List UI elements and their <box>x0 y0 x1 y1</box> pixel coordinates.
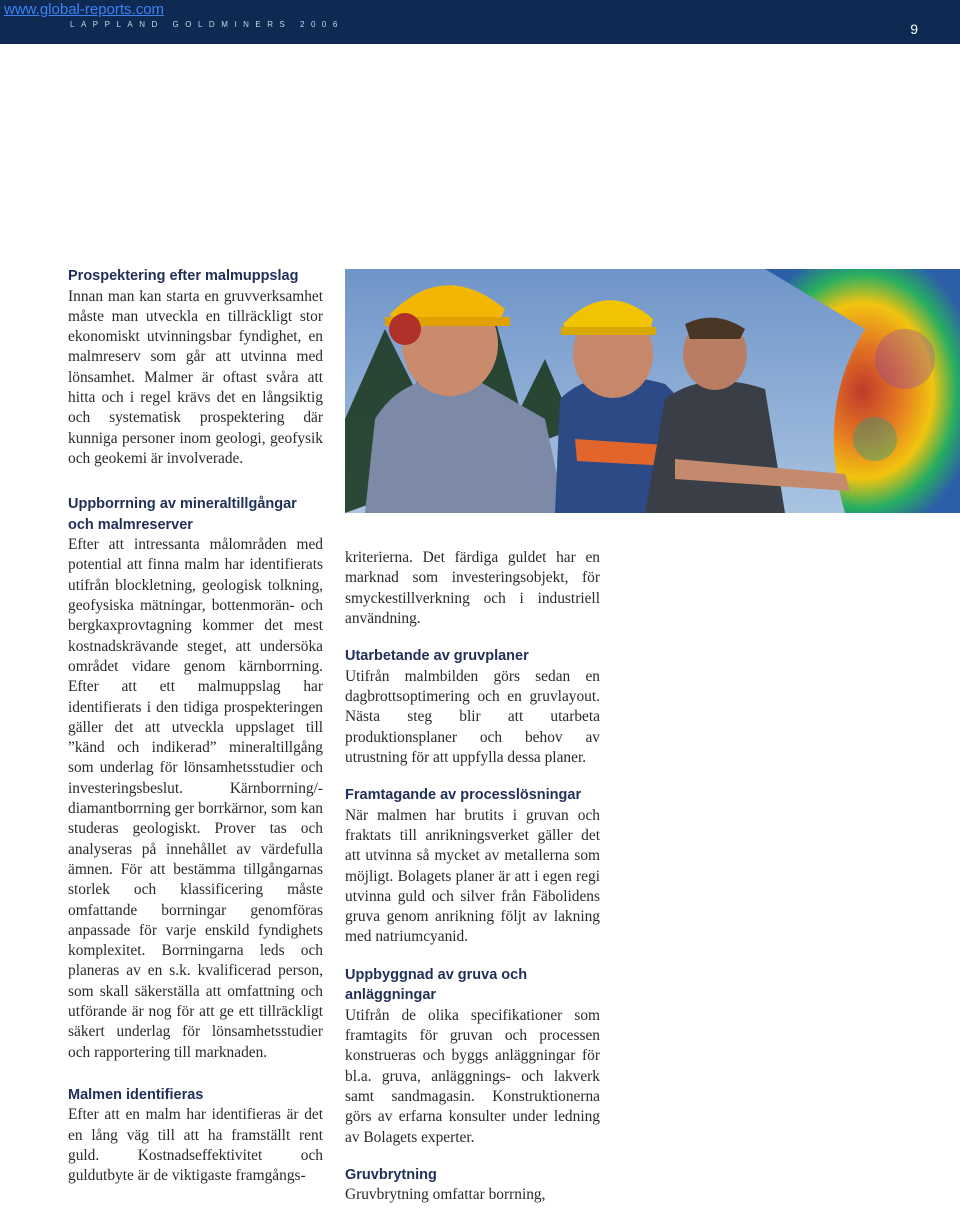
watermark-link[interactable]: www.global-reports.com <box>4 1 165 18</box>
brand-running-head: LAPPLAND GOLDMINERS 2006 <box>70 20 344 29</box>
section-body: När malmen har brutits i gruvan och fraktats till anrikningsverket gäller det att utvinna så mycket av metallerna som möjligt. Bolagets planer är att i egen regi utvinna guld och silver från Fäbolidens gruva genom anrikning följt av lakning med natriumcyanid. <box>345 806 600 946</box>
section-title: Malmen identifieras <box>68 1086 204 1103</box>
section-mine-plans <box>345 646 600 768</box>
section-title: Uppbyggnad av gruva och anläggningar <box>345 966 528 1004</box>
page-number: 9 <box>910 21 918 37</box>
workers-photo <box>345 269 960 513</box>
section-process <box>345 785 600 948</box>
section-body: Gruvbrytning omfattar borrning, <box>345 1186 546 1204</box>
section-title: Utarbetande av gruvplaner <box>345 648 529 665</box>
section-body: Efter att en malm har identifieras är det en lång väg till att ha framställt rent guld. Kostnadseffektivitet och guldutbyte är de viktigaste framgångs- <box>68 1106 323 1185</box>
section-prospecting <box>68 266 323 469</box>
section-drilling <box>68 494 323 1063</box>
section-title: Uppborrning av mineraltillgångar och malmreserver <box>68 496 297 533</box>
section-title: Gruvbrytning <box>345 1166 437 1183</box>
section-mining <box>345 1165 600 1206</box>
section-title: Framtagande av processlösningar <box>345 787 582 804</box>
photo-illustration <box>345 269 960 513</box>
section-body: Innan man kan starta en gruvverksamhet måste man utveckla en tillräckligt stor ekonomiskt utvinningsbar fyndighet, en malmreserv som går att utvinna med lönsamhet. Malmer är oftast svåra att hitta och i regel krävs det en långsiktig och systematisk prospektering där kunniga personer inom geologi, geofysik och geokemi är involverade. <box>68 287 323 467</box>
right-column <box>345 548 600 1223</box>
section-title: Prospektering efter malmuppslag <box>68 268 299 284</box>
section-ore-identified <box>68 1085 323 1187</box>
header-bar <box>0 0 960 44</box>
section-body: Efter att intressanta målområden med potential att finna malm har identifierats utifrån blockletning, geologisk tolkning, geofysiska mätningar, bottenmorän- och bergkaxprovtagning kommer det mest kostnadskrävande steget, att undersöka området vidare genom kärnborrning. Efter att ett malmuppslag har identifierats i den tidiga prospekteringen gäller det att utveckla uppslaget till ”känd och indikerad” mineraltillgång som underlag för lönsamhetsstudier och investeringsbeslut. Kärnborrning/-diamantborrning ger borrkärnor, som kan studeras geologiskt. Prover tas och analyseras på innehållet av värdefulla ämnen. För att bestämma tillgångarnas storlek och klassificering måste omfattande borrningar genomföras anpassade för varje enskild fyndighets komplexitet. Borrningarna leds och planeras av en s.k. kvalificerad person, som skall säkerställa att omfattning och utförande är nog för att ge ett tillräckligt säkert underlag för lönsamhetsstudier och rapportering till marknaden. <box>68 536 323 1061</box>
section-construction <box>345 965 600 1148</box>
section-body: Utifrån malmbilden görs sedan en dagbrottsoptimering och en gruvlayout. Nästa steg blir att utarbeta produktionsplaner och behov av utrustning för att uppfylla dessa planer. <box>345 667 600 766</box>
section-body: kriterierna. Det färdiga guldet har en marknad som investeringsobjekt, för smyckestillverkning och i industriell användning. <box>345 549 600 627</box>
section-ore-identified-cont <box>345 548 600 629</box>
left-column <box>68 266 323 1204</box>
section-body: Utifrån de olika specifikationer som framtagits för gruvan och processen konstrueras och byggs anläggningar för bl.a. gruva, anläggnings- och lakverk samt sandmagasin. Konstruktionerna görs av erfarna konsulter under ledning av Bolagets experter. <box>345 1006 600 1146</box>
